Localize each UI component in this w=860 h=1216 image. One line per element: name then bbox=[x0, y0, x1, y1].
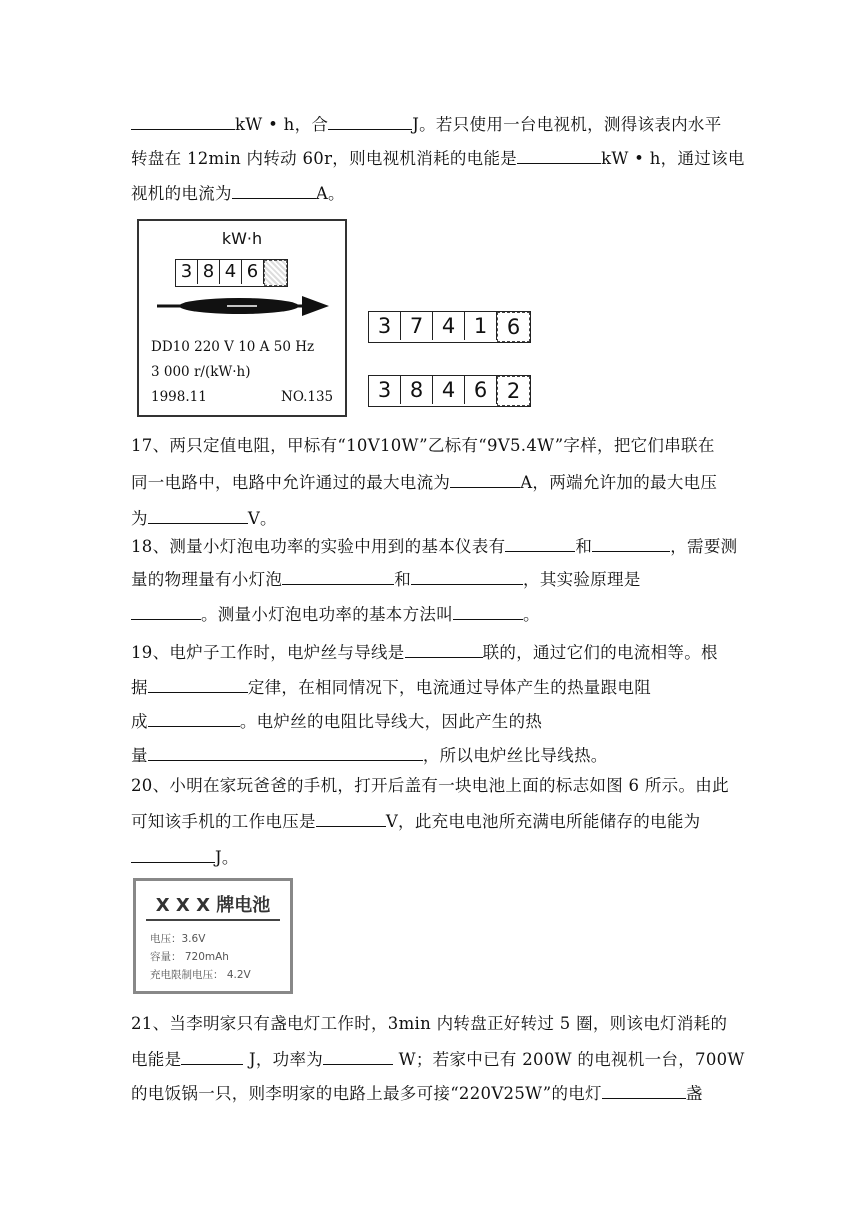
battery-brand-title: X X X 牌电池 bbox=[155, 895, 271, 916]
answer-blank[interactable] bbox=[148, 506, 248, 524]
battery-label-figure bbox=[133, 878, 293, 994]
answer-blank[interactable] bbox=[131, 112, 235, 130]
reading-digit-decimal: 6 bbox=[497, 312, 530, 342]
reading-digit: 8 bbox=[401, 376, 433, 404]
meter-date: 1998.11 bbox=[151, 389, 207, 405]
meter-digit: 3 bbox=[176, 260, 198, 284]
meter-digit: 4 bbox=[220, 260, 242, 284]
meter-digit: 6 bbox=[242, 260, 264, 284]
q21-line-3: 的电饭锅一只，则李明家的电路上最多可接“220V25W”的电灯 盏 bbox=[131, 1081, 703, 1105]
meter-digit-decimal bbox=[264, 260, 287, 286]
rotation-arrow-icon bbox=[157, 294, 332, 318]
battery-capacity: 容量： 720mAh bbox=[150, 951, 229, 963]
reading-digit: 4 bbox=[433, 376, 465, 404]
battery-charge-limit: 充电限制电压： 4.2V bbox=[150, 969, 251, 981]
q16-line-2: 转盘在 12min 内转动 60r，则电视机消耗的电能是 kW • h，通过该电 bbox=[131, 146, 745, 170]
q16-line-3: 视机的电流为 A。 bbox=[131, 181, 345, 205]
q18-line-3: 。测量小灯泡电功率的基本方法叫 。 bbox=[131, 602, 540, 626]
q18-line-2: 量的物理量有小灯泡 和 ，其实验原理是 bbox=[131, 567, 641, 591]
reading-digit: 6 bbox=[465, 376, 497, 404]
answer-blank[interactable] bbox=[505, 534, 575, 552]
answer-blank[interactable] bbox=[282, 567, 394, 585]
q20-line-2: 可知该手机的工作电压是 V，此充电电池所充满电所能储存的电能为 bbox=[131, 809, 700, 833]
answer-blank[interactable] bbox=[328, 112, 412, 130]
answer-blank[interactable] bbox=[602, 1081, 686, 1099]
q17-line-1: 17、两只定值电阻，甲标有“10V10W”乙标有“9V5.4W”字样，把它们串联在 bbox=[131, 436, 715, 455]
meter-reading-end bbox=[368, 375, 531, 407]
meter-unit: kW·h bbox=[221, 229, 263, 248]
answer-blank[interactable] bbox=[405, 640, 483, 658]
q21-line-1: 21、当李明家只有盏电灯工作时，3min 内转盘正好转过 5 圈，则该电灯消耗的 bbox=[131, 1014, 728, 1033]
answer-blank[interactable] bbox=[181, 1047, 243, 1065]
reading-digit: 3 bbox=[369, 312, 401, 340]
q18-line-1: 18、测量小灯泡电功率的实验中用到的基本仪表有 和 ，需要测 bbox=[131, 534, 737, 558]
q19-line-4: 量 ，所以电炉丝比导线热。 bbox=[131, 743, 608, 767]
answer-blank[interactable] bbox=[148, 743, 423, 761]
answer-blank[interactable] bbox=[453, 602, 523, 620]
answer-blank[interactable] bbox=[232, 181, 316, 199]
reading-digit: 3 bbox=[369, 376, 401, 404]
answer-blank[interactable] bbox=[450, 470, 520, 488]
answer-blank[interactable] bbox=[316, 809, 386, 827]
answer-blank[interactable] bbox=[323, 1047, 393, 1065]
answer-blank[interactable] bbox=[131, 602, 201, 620]
meter-digit: 8 bbox=[198, 260, 220, 284]
reading-digit: 7 bbox=[401, 312, 433, 340]
answer-blank[interactable] bbox=[592, 534, 670, 552]
answer-blank[interactable] bbox=[411, 567, 523, 585]
reading-digit: 1 bbox=[465, 312, 497, 340]
q21-line-2: 电能是 J，功率为 W；若家中已有 200W 的电视机一台，700W bbox=[131, 1047, 745, 1071]
answer-blank[interactable] bbox=[148, 675, 248, 693]
battery-voltage: 电压：3.6V bbox=[150, 933, 206, 945]
meter-spec-constant: 3 000 r/(kW·h) bbox=[151, 364, 251, 380]
q17-line-2: 同一电路中，电路中允许通过的最大电流为 A，两端允许加的最大电压 bbox=[131, 470, 717, 494]
reading-digit-decimal: 2 bbox=[497, 376, 530, 406]
q17-line-3: 为 V。 bbox=[131, 506, 277, 530]
reading-digit: 4 bbox=[433, 312, 465, 340]
q19-line-3: 成 。电炉丝的电阻比导线大，因此产生的热 bbox=[131, 709, 542, 733]
answer-blank[interactable] bbox=[517, 146, 601, 164]
answer-blank[interactable] bbox=[131, 845, 215, 863]
electricity-meter-figure bbox=[137, 219, 347, 417]
q20-line-1: 20、小明在家玩爸爸的手机，打开后盖有一块电池上面的标志如图 6 所示。由此 bbox=[131, 776, 729, 795]
q19-line-2: 据 定律，在相同情况下，电流通过导体产生的热量跟电阻 bbox=[131, 675, 651, 699]
battery-divider bbox=[146, 919, 280, 921]
q19-line-1: 19、电炉子工作时，电炉丝与导线是 联的，通过它们的电流相等。根 bbox=[131, 640, 718, 664]
q20-line-3: J。 bbox=[131, 845, 239, 869]
answer-blank[interactable] bbox=[148, 709, 240, 727]
meter-digit-window bbox=[175, 259, 288, 287]
q16-line-1: kW • h，合 J。若只使用一台电视机，测得该表内水平 bbox=[131, 112, 722, 136]
meter-reading-start bbox=[368, 311, 531, 343]
meter-number: NO.135 bbox=[281, 389, 334, 405]
meter-spec-ratings: DD10 220 V 10 A 50 Hz bbox=[151, 339, 315, 355]
